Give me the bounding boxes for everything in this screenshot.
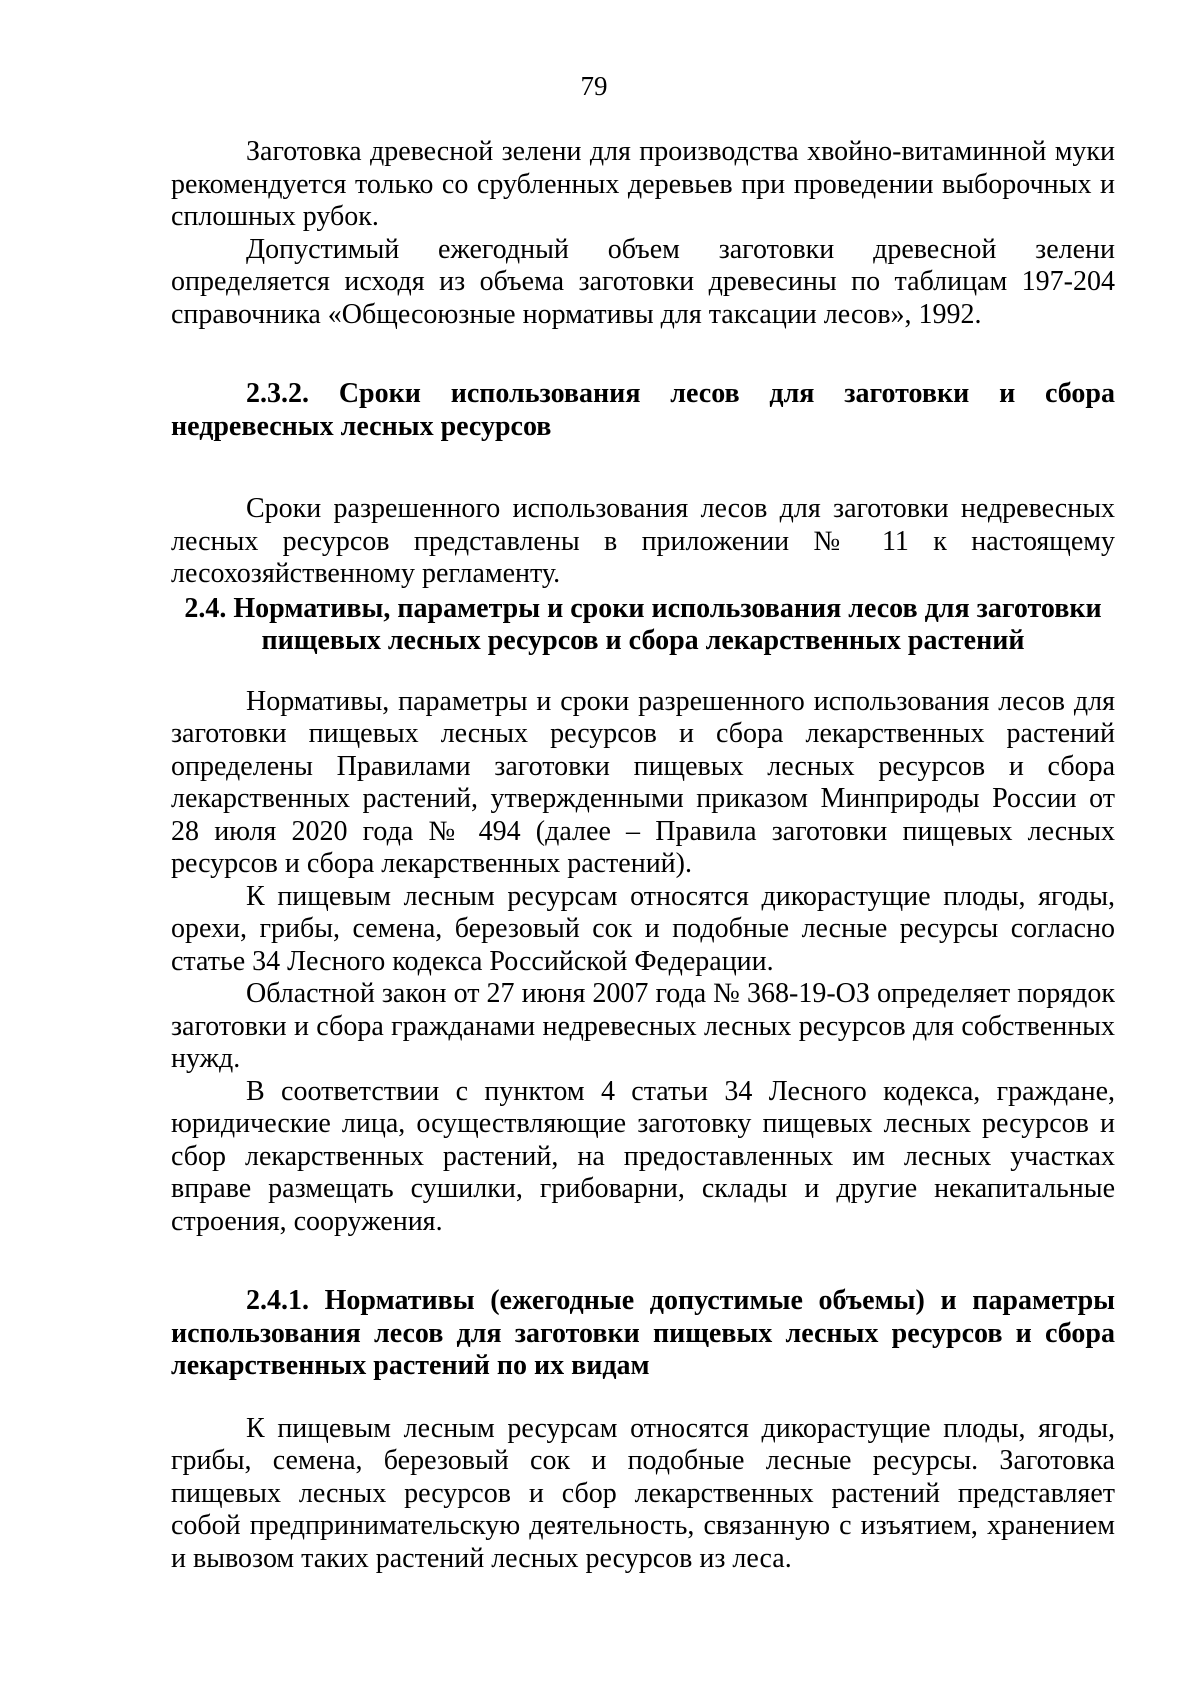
section-heading-2-4: 2.4. Нормативы, параметры и сроки использования лесов для заготовки пищевых лесных ресурсов и сбора лекарственных растений — [184, 592, 1102, 656]
paragraph-wood-greenery-harvesting: Заготовка древесной зелени для производства хвойно-витаминной муки рекомендуется только со срубленных деревьев при проведении выборочных и сплошных рубок. — [171, 136, 1115, 232]
page-number: 79 — [580, 71, 608, 101]
paragraph-business-activity: К пищевым лесным ресурсам относятся дикорастущие плоды, ягоды, грибы, семена, березовый сок и подобные лесные ресурсы. Заготовка пищевых лесных ресурсов и сбор лекарственных растений представляет собой предпринимательскую деятельность, связанную с изъятием, хранением и вывозом таких растений лесных ресурсов из леса. — [171, 1412, 1115, 1574]
section-heading-2-3-2: 2.3.2. Сроки использования лесов для заготовки и сбора недревесных лесных ресурсов — [171, 378, 1115, 442]
paragraph-food-resources: К пищевым лесным ресурсам относятся дикорастущие плоды, ягоды, орехи, грибы, семена, березовый сок и подобные лесные ресурсы согласно статье 34 Лесного кодекса Российской Федерации. — [171, 880, 1115, 977]
section-heading-2-4-1: 2.4.1. Нормативы (ежегодные допустимые объемы) и параметры использования лесов для заготовки пищевых лесных ресурсов и сбора лекарственных растений по их видам — [171, 1285, 1115, 1381]
paragraph-usage-terms: Сроки разрешенного использования лесов для заготовки недревесных лесных ресурсов представлены в приложении № 11 к настоящему лесохозяйственному регламенту. — [171, 493, 1115, 589]
paragraph-norms-defined: Нормативы, параметры и сроки разрешенного использования лесов для заготовки пищевых лесных ресурсов и сбора лекарственных растений определены Правилами заготовки пищевых лесных ресурсов и сбора лекарственных растений, утвержденными приказом Минприроды России от 28 июля 2020 года № 494 (далее – Правила заготовки пищевых лесных ресурсов и сбора лекарственных растений). — [171, 685, 1115, 879]
paragraph-regional-law: Областной закон от 27 июня 2007 года № 368-19-ОЗ определяет порядок заготовки и сбора гражданами недревесных лесных ресурсов для собственных нужд. — [171, 978, 1115, 1074]
paragraph-annual-volume: Допустимый ежегодный объем заготовки древесной зелени определяется исходя из объема заготовки древесины по таблицам 197-204 справочника «Общесоюзные нормативы для таксации лесов», 1992. — [171, 233, 1115, 330]
document-body — [171, 136, 1115, 1575]
paragraph-structures-allowed: В соответствии с пунктом 4 статьи 34 Лесного кодекса, граждане, юридические лица, осуществляющие заготовку пищевых лесных ресурсов и сбор лекарственных растений, на предоставленных им лесных участках вправе размещать сушилки, грибоварни, склады и другие некапитальные строения, сооружения. — [171, 1075, 1115, 1237]
